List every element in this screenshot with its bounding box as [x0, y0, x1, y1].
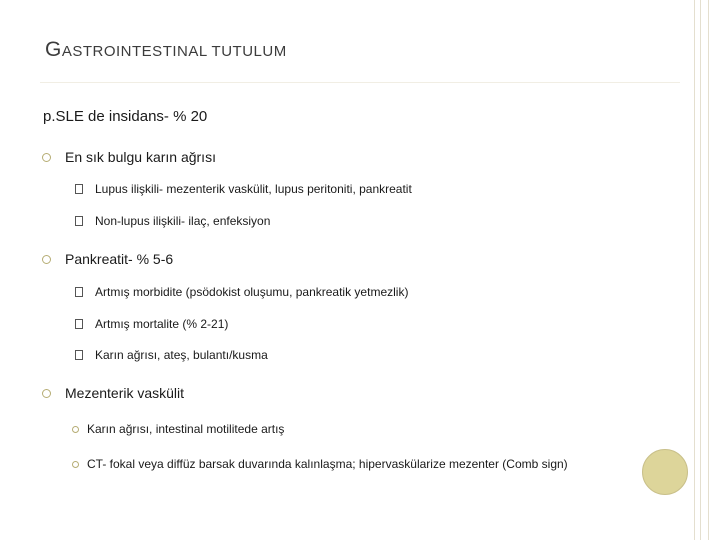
section-3-item-1-text: Karın ağrısı, intestinal motilitede artış — [87, 422, 285, 436]
bullet-section-3-item-1 — [72, 422, 284, 436]
title-initial: G — [45, 38, 62, 61]
ring-bullet-icon — [42, 255, 51, 264]
bullet-section-1-item-2 — [75, 214, 270, 228]
slide-title — [45, 38, 287, 62]
section-1-item-1-text: Lupus ilişkili- mezenterik vaskülit, lupus peritoniti, pankreatit — [95, 182, 412, 196]
section-2-item-3-text: Karın ağrısı, ateş, bulantı/kusma — [95, 348, 268, 362]
bullet-section-3 — [42, 385, 184, 401]
frame-line-left — [694, 0, 695, 540]
section-2-item-2-text: Artmış mortalite (% 2-21) — [95, 317, 229, 331]
ring-bullet-icon — [42, 153, 51, 162]
section-1-heading: En sık bulgu karın ağrısı — [65, 149, 216, 165]
square-bullet-icon — [75, 216, 83, 226]
section-2-heading: Pankreatit- % 5-6 — [65, 251, 174, 267]
decorative-circle — [642, 449, 688, 495]
square-bullet-icon — [75, 319, 83, 329]
bullet-section-1-item-1 — [75, 182, 412, 196]
bullet-section-3-item-2 — [72, 457, 568, 471]
square-bullet-icon — [75, 287, 83, 297]
bullet-section-1 — [42, 149, 216, 165]
ring-bullet-small-icon — [72, 461, 79, 468]
frame-line-right — [708, 0, 709, 540]
section-3-heading: Mezenterik vaskülit — [65, 385, 185, 401]
frame-line-middle — [700, 0, 701, 540]
title-rest: ASTROINTESTINAL TUTULUM — [61, 43, 287, 60]
title-divider — [40, 82, 680, 83]
ring-bullet-small-icon — [72, 426, 79, 433]
bullet-section-2 — [42, 251, 173, 267]
section-3-item-2-text: CT- fokal veya diffüz barsak duvarında kalınlaşma; hipervaskülarize mezenter (Comb sign) — [87, 457, 568, 471]
bullet-section-2-item-1 — [75, 285, 408, 299]
intro-text: p.SLE de insidans- % 20 — [43, 108, 208, 125]
section-1-item-2-text: Non-lupus ilişkili- ilaç, enfeksiyon — [95, 214, 271, 228]
square-bullet-icon — [75, 350, 83, 360]
bullet-section-2-item-3 — [75, 348, 268, 362]
bullet-section-2-item-2 — [75, 317, 228, 331]
section-2-item-1-text: Artmış morbidite (psödokist oluşumu, pankreatik yetmezlik) — [95, 285, 409, 299]
ring-bullet-icon — [42, 389, 51, 398]
square-bullet-icon — [75, 184, 83, 194]
